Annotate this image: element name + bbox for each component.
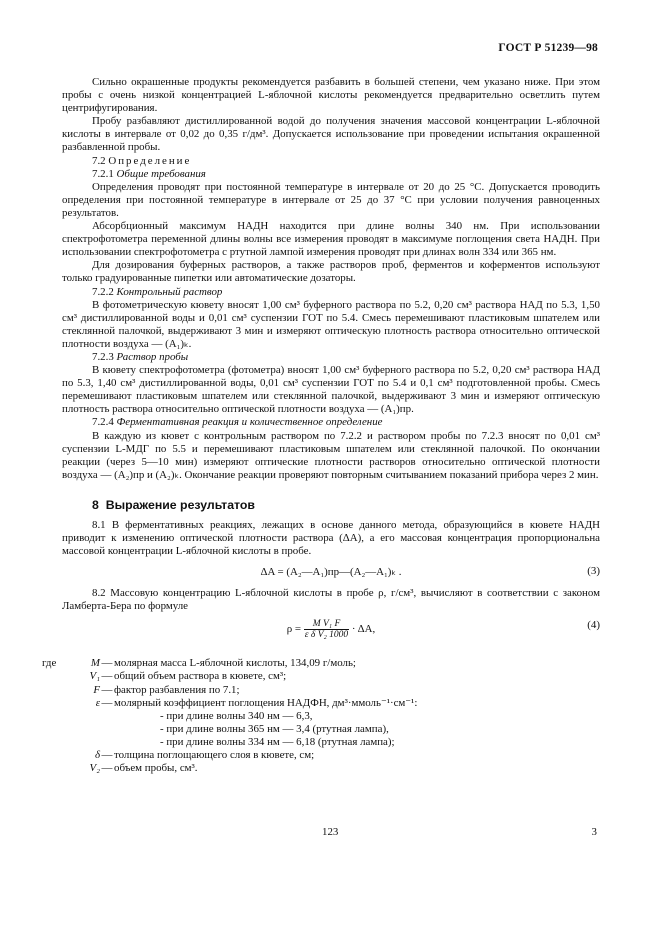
wavelength-item: - при длине волны 365 нм — 3,4 (ртутная лампа),: [160, 722, 389, 735]
definition-row: где M — молярная масса L-яблочной кислоты, 134,09 г/моль;: [62, 657, 600, 670]
equation-4: [62, 617, 600, 645]
definition-text: объем пробы, см³.: [114, 762, 198, 775]
subsection-number: 7.2.4: [92, 416, 114, 429]
definition-row: [62, 670, 600, 683]
section-title: Определение: [108, 154, 192, 167]
equation-fraction: [304, 619, 349, 640]
section-heading-8: [62, 498, 600, 512]
subsection-heading-7-2-1: [62, 168, 600, 181]
document-header: ГОСТ Р 51239—98: [498, 42, 598, 54]
definition-dash: —: [101, 683, 113, 696]
definition-term: δ: [94, 749, 100, 762]
subsection-title: Ферментативная реакция и количественное определение: [116, 416, 383, 429]
definition-term: ε: [95, 696, 100, 709]
paragraph: В фотометрическую кювету вносят 1,00 см³ буферного раствора по 5.2, 0,20 см³ раствора НАД по 5.3, 1,50 см³ дистиллированной воды и 0,01 см³ суспензии ГОТ по 5.4. Смесь перемешивают пластиковым шпателем или стеклянной палочкой, выдерживают 3 мин и измеряют оптическую плотность раствора относительно оптической плотности воздуха — (A₁)ₖ.: [62, 298, 600, 350]
subsection-number: 7.2.3: [92, 350, 114, 363]
equation-rhs: · ΔA,: [351, 623, 376, 636]
definition-term: V₂: [89, 762, 100, 775]
fraction-numerator: M V₁ F: [304, 619, 349, 630]
fraction-denominator: ε δ V₂ 1000: [304, 630, 349, 641]
definition-row: [62, 749, 600, 762]
section-title: Выражение результатов: [105, 497, 255, 512]
definition-text: молярный коэффициент поглощения НАДФН, дм³·ммоль⁻¹·см⁻¹:: [114, 696, 418, 709]
definition-text: фактор разбавления по 7.1;: [114, 683, 240, 696]
subsection-title: Контрольный раствор: [116, 285, 223, 298]
page-body: [42, 0, 600, 775]
paragraph: Абсорбционный максимум НАДН находится при длине волны 340 нм. При использовании спектрофотометра переменной длины волны все измерения проводят в максимуме поглощения света НАДН. При использовании спектрофотометра с ртутной лампой измерения проводят при длинах волн 334 или 365 нм.: [62, 220, 600, 259]
paragraph: В каждую из кювет с контрольным раствором по 7.2.2 и раствором пробы по 7.2.3 вносят по 0,01 см³ суспензии L-МДГ по 5.5 и перемешивают пластиковым шпателем или стеклянной палочкой. По окончании реакции (через 5—10 мин) измеряют оптические плотности растворов относительно оптической плотности воздуха — (A₂)пр и (A₂)ₖ. Окончание реакции проверяют повторным считыванием показаний прибора через 2 мин.: [62, 429, 600, 481]
section-heading-7-2: [62, 155, 600, 168]
equation-lhs: ρ =: [286, 623, 302, 636]
definition-text: общий объем раствора в кювете, см³;: [114, 670, 287, 683]
subsection-number: 7.2.2: [92, 285, 114, 298]
equation-number: (3): [587, 565, 600, 578]
page-number: 123: [322, 826, 339, 838]
definition-dash: —: [101, 696, 113, 709]
paragraph: Пробу разбавляют дистиллированной водой до получения значения массовой концентрации L-яблочной кислоты в интервале от 0,02 до 0,35 г/дм³. Допускается использование при проведении испытания окрашенной разбавленной пробы.: [62, 115, 600, 154]
definition-row: [62, 684, 600, 697]
subsection-heading-7-2-3: [62, 351, 600, 364]
equation-3: [62, 565, 600, 579]
paragraph: Определения проводят при постоянной температуре в интервале от 20 до 25 °С. Допускается проводить определения при постоянной температуре в интервале от 25 до 37 °С при условии получения равноценных результатов.: [62, 180, 600, 219]
subsection-heading-7-2-2: [62, 286, 600, 299]
definition-row: [62, 762, 600, 775]
definition-text: молярная масса L-яблочной кислоты, 134,09 г/моль;: [114, 657, 356, 670]
paragraph: В кювету спектрофотометра (фотометра) вносят 1,00 см³ буферного раствора по 5.2, 0,20 см³ раствора НАД по 5.3, 1,40 см³ дистиллированной воды, 0,01 см³ суспензии ГОТ по 5.4 и 0,1 см³ подготовленной пробы. Смесь перемешивают пластиковым шпателем или стеклянной палочкой, выдерживают 3 мин и измеряют оптическую плотность раствора относительно оптической плотности воздуха — (A₁)пр.: [62, 364, 600, 416]
paragraph-8-2: 8.2 Массовую концентрацию L-яблочной кислоты в пробе ρ, г/см³, вычисляют в соответствии с законом Ламберта-Бера по формуле: [62, 587, 600, 613]
subsection-title: Раствор пробы: [116, 350, 189, 363]
definition-dash: —: [101, 670, 113, 683]
equation-number: (4): [587, 619, 600, 632]
subsection-heading-7-2-4: [62, 416, 600, 429]
section-number: 7.2: [92, 154, 106, 167]
wavelength-item: - при длине волны 334 нм — 6,18 (ртутная лампа);: [160, 735, 395, 748]
paragraph: Сильно окрашенные продукты рекомендуется разбавить в большей степени, чем указано ниже. При этом пробы с очень низкой концентрацией L-яблочной кислоты рекомендуется предварительно осветлить путем центрифугирования.: [62, 76, 600, 115]
paragraph: Для дозирования буферных растворов, а также растворов проб, ферментов и коферментов используют только градуированные пипетки или автоматические дозаторы.: [62, 259, 600, 285]
definition-term: F: [93, 683, 100, 696]
definition-dash: —: [101, 762, 113, 775]
definition-dash: —: [101, 749, 113, 762]
definition-dash: —: [101, 657, 113, 670]
definition-term: V₁: [89, 670, 100, 683]
wavelength-item: - при длине волны 340 нм — 6,3,: [160, 709, 313, 722]
equation-formula: ΔA = (A₂—A₁)пр—(A₂—A₁)ₖ .: [260, 566, 402, 579]
definition-row: [62, 697, 600, 710]
sheet-number: 3: [591, 826, 597, 838]
definition-text: толщина поглощающего слоя в кювете, см;: [114, 749, 315, 762]
paragraph-8-1: 8.1 В ферментативных реакциях, лежащих в основе данного метода, образующийся в кювете НАДН приводит к изменению оптической плотности раствора (ΔA), а его массовая концентрация пропорциональна массовой концентрации L-яблочной кислоты в пробе.: [62, 518, 600, 558]
subsection-number: 7.2.1: [92, 167, 114, 180]
definition-term: M: [90, 657, 100, 670]
section-number: 8: [92, 497, 99, 512]
subsection-title: Общие требования: [116, 167, 206, 180]
